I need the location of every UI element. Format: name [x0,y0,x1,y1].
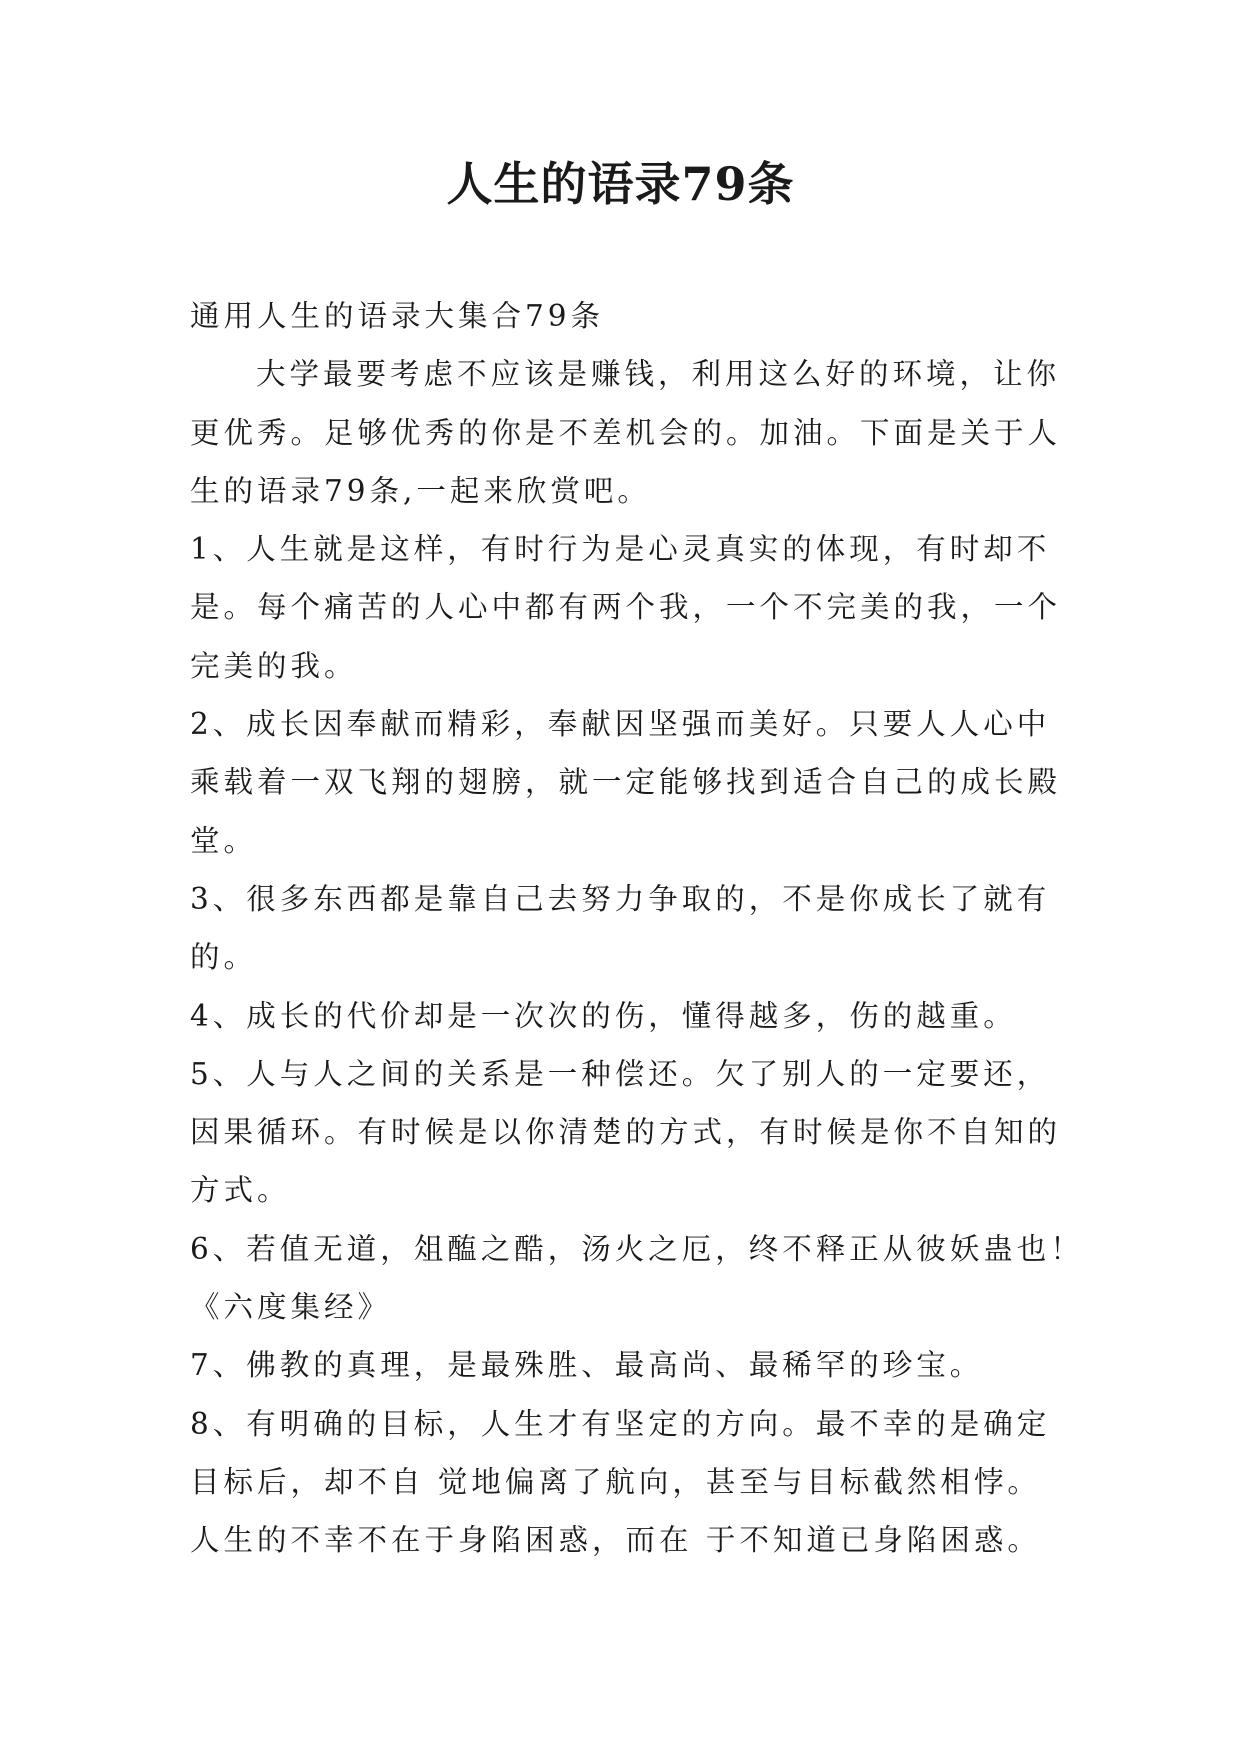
body-line: 6、若值无道，俎醢之酷，汤火之厄，终不释正从彼妖蛊也！ [190,1231,1084,1266]
body-line: 大学最要考虑不应该是赚钱，利用这么好的环境，让你 [256,357,1061,392]
body-line: 2、成长因奉献而精彩，奉献因坚强而美好。只要人人心中 [190,707,1051,742]
body-line: 方式。 [190,1173,291,1208]
body-line: 4、成长的代价却是一次次的伤，懂得越多，伤的越重。 [190,998,1017,1033]
document-title: 人生的语录79条 [446,157,795,211]
body-line: 完美的我。 [190,648,358,683]
body-line: 人生的不幸不在于身陷困惑，而在 于不知道已身陷困惑。 [190,1523,1041,1558]
body-line: 生的语录79条,一起来欣赏吧。 [190,473,651,508]
body-line: 5、人与人之间的关系是一种偿还。欠了别人的一定要还， [190,1056,1051,1091]
body-line: 更优秀。足够优秀的你是不差机会的。加油。下面是关于人 [190,415,1062,450]
body-line: 因果循环。有时候是以你清楚的方式，有时候是你不自知的 [190,1115,1062,1150]
body-line: 通用人生的语录大集合79条 [190,299,605,333]
body-line: 《六度集经》 [190,1290,392,1325]
body-line: 的。 [190,940,258,975]
body-line: 7、佛教的真理，是最殊胜、最高尚、最稀罕的珍宝。 [190,1348,984,1383]
body-line: 目标后，却不自 觉地偏离了航向，甚至与目标截然相悖。 [190,1464,1041,1499]
body-line: 乘载着一双飞翔的翅膀，就一定能够找到适合自己的成长殿 [190,765,1062,800]
body-line: 3、很多东西都是靠自己去努力争取的，不是你成长了就有 [190,881,1051,916]
body-line: 是。每个痛苦的人心中都有两个我，一个不完美的我，一个 [190,590,1062,625]
body-line: 8、有明确的目标，人生才有坚定的方向。最不幸的是确定 [190,1406,1051,1441]
body-line: 堂。 [190,823,258,858]
body-line: 1、人生就是这样，有时行为是心灵真实的体现，有时却不 [190,532,1051,567]
document-body [190,287,1090,1570]
